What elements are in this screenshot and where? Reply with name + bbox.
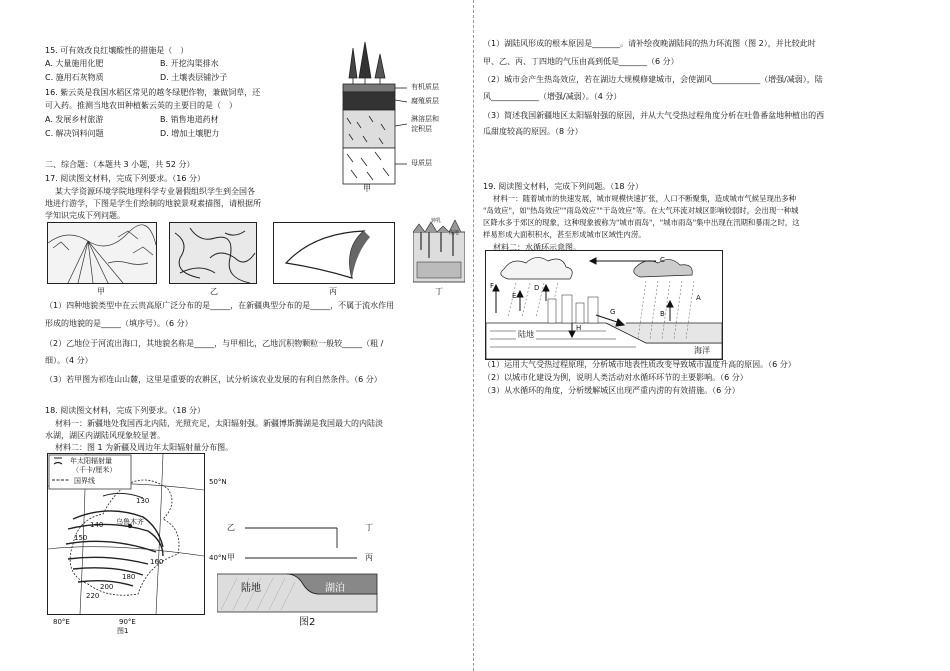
soil-label-parent: 母质层 xyxy=(411,159,432,167)
q19-material-1-line4: 样易形成大面积积水，甚至形成城市区域性内涝。 xyxy=(483,230,646,239)
q17-intro-2: 地进行游学，下图是学生们绘制的地貌景观素描图，请根据所 xyxy=(45,199,261,208)
fig2-label-yi: 乙 xyxy=(227,523,235,532)
fig2-label-bing: 丙 xyxy=(365,553,373,562)
map-contour-220: 220 xyxy=(86,592,100,600)
soil-label-organic: 有机质层 xyxy=(411,83,439,91)
cave-label-flow: 流地 xyxy=(449,230,460,236)
q19-material-2: 材料二：水循环示意图。 xyxy=(493,243,581,252)
fig2-caption: 图2 xyxy=(299,617,316,628)
section-2-title: 二、综合题：（本题共 3 小题，共 52 分） xyxy=(45,160,195,169)
q18-stem: 18. 阅读图文材料，完成下列要求。（18 分） xyxy=(45,406,205,415)
q15-stem: 15. 可有效改良红壤酸性的措施是（ ） xyxy=(45,46,189,55)
map-contour-180: 180 xyxy=(122,573,136,581)
column-divider xyxy=(473,0,474,671)
fig2-label-ding: 丁 xyxy=(365,523,373,532)
landform-sketch-yi xyxy=(169,222,257,284)
q18-material-1-line1: 材料一：新疆地处我国西北内陆，光照充足，太阳辐射强。新疆博斯腾湖是我国最大的内陆淡 xyxy=(55,419,383,428)
q15-option-d: D. 土壤表层铺沙子 xyxy=(160,73,228,82)
left-column xyxy=(45,0,465,671)
landform-sketch-ding xyxy=(413,218,465,284)
map-legend-border: 国界线 xyxy=(74,477,95,485)
q16-option-b: B. 销售地道药材 xyxy=(160,115,219,124)
q15-option-b: B. 开挖沟渠排水 xyxy=(160,59,219,68)
diagram-label-h: H xyxy=(576,324,582,332)
soil-label-deposit: 淀积层 xyxy=(411,125,432,133)
q18-sub3-line2: 瓜甜度较高的原因。（8 分） xyxy=(483,127,583,136)
q19-material-1-line3: 区降水多于郊区的现象，这种现象被称为"城市雨岛"，"城市雨岛"集中出现在汛期和暴雨之时，这 xyxy=(483,218,800,227)
q17-sub2-line2: 细）。（4 分） xyxy=(45,356,93,365)
q16-stem: 16. 紫云英是我国水稻区常见的越冬绿肥作物，兼做饲草，还 xyxy=(45,88,261,97)
map-contour-130: 130 xyxy=(136,497,150,505)
diagram-label-b: B xyxy=(660,310,665,318)
map-lat-40: 40°N xyxy=(209,554,227,562)
q18-sub2-line1: （2）城市会产生热岛效应，若在湖边大规模修建城市，会使湖风____________（增强/减弱），陆 xyxy=(483,75,823,84)
q15-option-a: A. 大量施用化肥 xyxy=(45,59,104,68)
q19-sub2: （2）以城市化建设为例，说明人类活动对水循环环节的主要影响。（6 分） xyxy=(483,373,748,382)
q16-option-a: A. 发展乡村旅游 xyxy=(45,115,104,124)
map-contour-140: 140 xyxy=(90,521,104,529)
map-caption: 图1 xyxy=(117,627,129,635)
q17-sub2-line1: （2）乙地位于河流出海口，其地貌名称是_____，与甲相比，乙地沉积物颗粒一般较_____（粗 / xyxy=(45,339,384,348)
diagram-label-sea: 海洋 xyxy=(694,346,710,355)
q16-stem-2: 可入药。推测当地农田种植紫云英的主要目的是（ ） xyxy=(45,101,237,110)
soil-profile-figure xyxy=(335,40,460,195)
q19-material-1-line1: 材料一：随着城市的快速发展，城市规模快速扩张，人口不断聚集，造成城市气候呈现出多种 xyxy=(493,194,797,203)
cave-label-stalactite: 钟乳 xyxy=(431,218,442,224)
right-column xyxy=(483,0,913,671)
soil-label-humus: 腐殖质层 xyxy=(411,97,439,105)
q15-option-c: C. 施用石灰物质 xyxy=(45,73,104,82)
q19-stem: 19. 阅读图文材料，完成下列问题。（18 分） xyxy=(483,182,643,191)
map-contour-200: 200 xyxy=(100,583,114,591)
diagram-label-a: A xyxy=(696,294,701,302)
q18-sub2-line2: 风____________（增强/减弱）。（4 分） xyxy=(483,92,622,101)
q19-sub3: （3）从水循环的角度，分析缓解城区出现严重内涝的有效措施。（6 分） xyxy=(483,386,740,395)
map-lat-50: 50°N xyxy=(209,478,227,486)
sketch-caption-yi: 乙 xyxy=(210,287,218,296)
sketch-caption-jia: 甲 xyxy=(97,287,105,296)
sketch-caption-ding: 丁 xyxy=(435,287,443,296)
diagram-label-f: F xyxy=(490,282,495,290)
diagram-label-g: G xyxy=(610,308,616,316)
q17-sub1-line2: 形成的地貌的是_____（填序号）。（6 分） xyxy=(45,319,193,328)
q18-sub1-line2: 甲、乙、丙、丁四地的气压由高到低是_______（6 分） xyxy=(483,57,679,66)
q17-sub3: （3）若甲图为祁连山山麓，这里是重要的农耕区，试分析该农业发展的有利自然条件。（6 分） xyxy=(45,375,382,384)
map-lon-80: 80°E xyxy=(53,618,70,626)
q17-intro-1: 某大学资源环境学院地理科学专业暑假组织学生到全国各 xyxy=(55,187,255,196)
q16-option-c: C. 解决饲料问题 xyxy=(45,129,104,138)
map-city-urumqi: 乌鲁木齐 xyxy=(116,518,144,526)
q17-sub1-line1: （1）四种地貌类型中在云贵高原广泛分布的是_____，在新疆典型分布的是_____，不属于流水作用 xyxy=(45,301,395,310)
diagram-label-e: E xyxy=(512,292,517,300)
landform-sketch-bing xyxy=(273,222,395,284)
soil-label-leaching: 淋溶层和 xyxy=(411,115,439,123)
q17-stem: 17. 阅读图文材料，完成下列要求。（16 分） xyxy=(45,174,205,183)
sketch-caption-bing: 丙 xyxy=(329,287,337,296)
map-legend-unit: （千卡/厘米） xyxy=(72,466,117,474)
diagram-label-d: D xyxy=(534,284,540,292)
q18-sub3-line1: （3）简述我国新疆地区太阳辐射强的原因，并从大气受热过程角度分析在吐鲁番盆地种植出的西 xyxy=(483,111,825,120)
fig2-label-lake: 湖泊 xyxy=(325,583,345,594)
landform-sketch-jia xyxy=(47,222,157,284)
diagram-label-land: 陆地 xyxy=(518,330,534,339)
map-lon-90: 90°E xyxy=(119,618,136,626)
map-legend-title: 年太阳辐射量 xyxy=(70,457,112,465)
q18-sub1-line1: （1）湖陆风形成的根本原因是_______。请补绘夜晚湖陆间的热力环流图（图 2），并比较此时 xyxy=(483,39,816,48)
diagram-label-c: C xyxy=(660,256,665,264)
fig2-label-land: 陆地 xyxy=(241,583,261,594)
fig2-label-jia: 甲 xyxy=(227,553,235,562)
map-contour-150: 150 xyxy=(74,534,88,542)
q18-material-2: 材料二：图 1 为新疆及周边年太阳辐射量分布图。 xyxy=(55,443,234,452)
q17-intro-3: 学知识完成下列问题。 xyxy=(45,211,125,220)
water-cycle-diagram xyxy=(485,250,723,360)
q18-material-1-line2: 水湖，湖区内湖陆风现象较显著。 xyxy=(45,431,165,440)
lake-land-breeze-figure xyxy=(217,520,387,630)
q16-option-d: D. 增加土壤肥力 xyxy=(160,129,220,138)
soil-figure-caption: 甲 xyxy=(363,184,371,193)
q19-sub1: （1）运用大气受热过程原理，分析城市地表性质改变导致城市温度升高的原因。（6 分） xyxy=(483,360,796,369)
q19-material-1-line2: "岛效应"，如"热岛效应""雨岛效应""干岛效应"等。在大气环流对城区影响较弱时，会出现一种城 xyxy=(483,206,799,215)
map-contour-160: 160 xyxy=(150,558,164,566)
solar-radiation-map xyxy=(47,453,205,615)
